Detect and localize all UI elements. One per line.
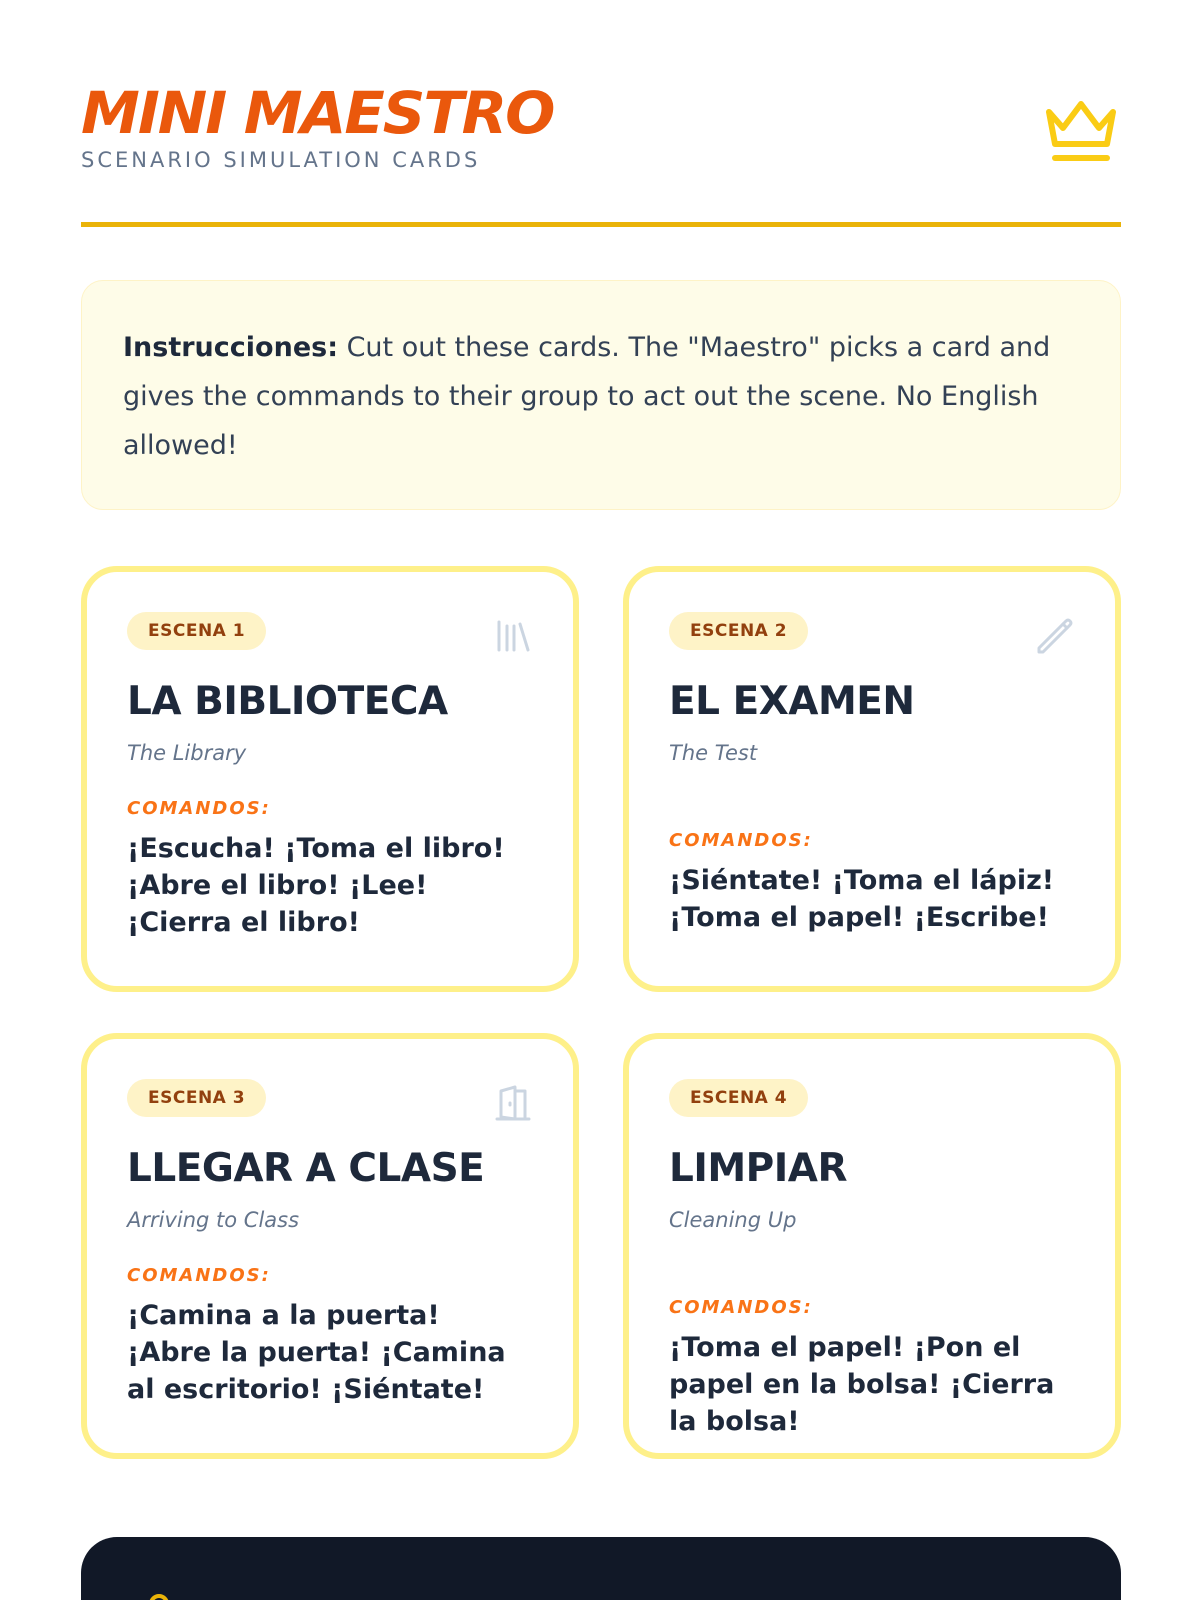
- scene-card-4: [623, 1033, 1121, 1459]
- commands-label: COMANDOS:: [127, 1265, 271, 1286]
- instructions-box: [81, 280, 1121, 510]
- page-title: MINI MAESTRO: [81, 79, 554, 147]
- scene-translation: The Test: [669, 741, 758, 765]
- crown-icon: [1043, 96, 1119, 166]
- scene-card-3: [81, 1033, 579, 1459]
- scene-badge: ESCENA 3: [127, 1079, 266, 1117]
- commands-label: COMANDOS:: [669, 830, 813, 851]
- scene-badge: ESCENA 4: [669, 1079, 808, 1117]
- instructions-text: Cut out these cards. The "Maestro" picks a card and gives the commands to their group to act out the scene. No English allowed!: [123, 332, 1051, 461]
- commands-label: COMANDOS:: [669, 1297, 813, 1318]
- scene-title: LLEGAR A CLASE: [127, 1146, 485, 1191]
- lightbulb-icon: [149, 1594, 169, 1600]
- commands-text: ¡Toma el papel! ¡Pon el papel en la bolsa! ¡Cierra la bolsa!: [669, 1332, 1055, 1437]
- page-header: [81, 80, 1121, 227]
- scene-title: LA BIBLIOTECA: [127, 679, 448, 724]
- commands-text: ¡Siéntate! ¡Toma el lápiz! ¡Toma el papel! ¡Escribe!: [669, 865, 1055, 933]
- scene-badge: ESCENA 1: [127, 612, 266, 650]
- commands-text: ¡Escucha! ¡Toma el libro! ¡Abre el libro! ¡Lee! ¡Cierra el libro!: [127, 833, 505, 938]
- scene-translation: Arriving to Class: [127, 1208, 300, 1232]
- scene-title: LIMPIAR: [669, 1146, 847, 1191]
- scene-title: EL EXAMEN: [669, 679, 915, 724]
- books-icon: [493, 616, 533, 656]
- scene-translation: Cleaning Up: [669, 1208, 797, 1232]
- scene-translation: The Library: [127, 741, 247, 765]
- pencil-icon: [1035, 616, 1075, 656]
- instructions-label: Instrucciones:: [123, 332, 338, 363]
- scene-card-1: [81, 566, 579, 992]
- commands-text: ¡Camina a la puerta! ¡Abre la puerta! ¡Camina al escritorio! ¡Siéntate!: [127, 1300, 506, 1405]
- scene-badge: ESCENA 2: [669, 612, 808, 650]
- footer-panel: [81, 1537, 1121, 1600]
- door-icon: [493, 1083, 533, 1123]
- page-subtitle: SCENARIO SIMULATION CARDS: [81, 148, 481, 172]
- scene-card-2: [623, 566, 1121, 992]
- commands-label: COMANDOS:: [127, 798, 271, 819]
